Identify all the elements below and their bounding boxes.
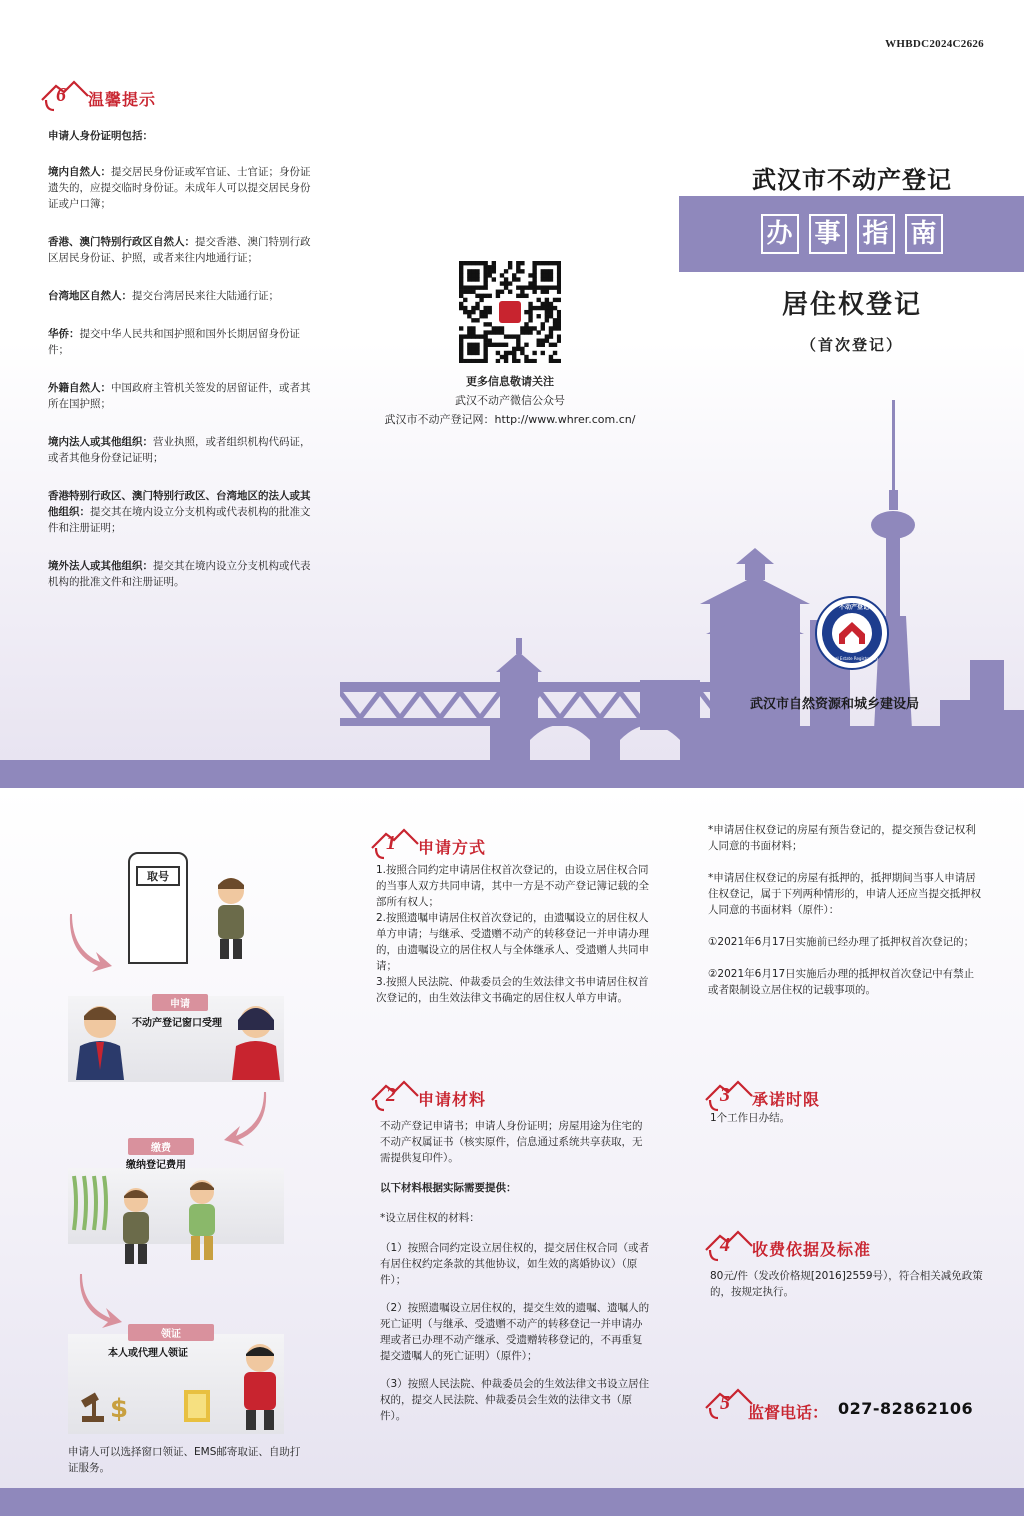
section-2-title: 申请材料 — [418, 1089, 487, 1109]
person-icon — [210, 875, 252, 961]
bureau-name: 武汉市自然资源和城乡建设局 — [750, 697, 920, 712]
guide-char: 南 — [905, 214, 943, 254]
s1-item: 2.按照遗嘱申请居住权首次登记的，由遗嘱设立的居住权人单方申请；与继承、受遗赠不动产的转移登记一并申请办理的，由遗嘱设立的居住权人与全体继承人、受遗赠人共同申请； — [376, 912, 649, 972]
section-2-header — [370, 1078, 486, 1112]
tip-item: 华侨：提交中华人民共和国护照和国外长期居留身份证件； — [48, 328, 300, 356]
gavel-icon — [78, 1390, 108, 1424]
guide-char: 事 — [809, 214, 847, 254]
s2-item: （3）按照人民法院、仲裁委员会的生效法律文书设立居住权的，提交人民法院、仲裁委员会生效的法律文书（原件）。 — [380, 1378, 650, 1422]
hotline-number: 027-82862106 — [838, 1399, 974, 1418]
guide-subtitle: （首次登记） — [800, 336, 903, 354]
org-title: 武汉市不动产登记 — [752, 166, 952, 194]
clerk-icon — [70, 1000, 130, 1080]
tip-item: 境外法人或其他组织：提交其在境内设立分支机构或代表机构的批准文件和注册证明。 — [48, 560, 311, 588]
registration-logo — [815, 596, 889, 670]
tip-item: 境内法人或其他组织：营业执照，或者组织机构代码证，或者其他身份登记证明； — [48, 436, 311, 464]
ticket-machine — [128, 852, 188, 964]
section-5-number: 5 — [720, 1392, 730, 1414]
section-2-body — [380, 1118, 652, 1440]
middle-fold-band — [0, 760, 1024, 788]
section-3-title: 承诺时限 — [752, 1089, 821, 1109]
s1b-item: *申请居住权登记的房屋有预告登记的，提交预告登记权利人同意的书面材料； — [708, 824, 976, 852]
tip-item: 外籍自然人：中国政府主管机关签发的居留证件，或者其所在国护照； — [48, 382, 311, 410]
arrow-down-icon — [76, 1270, 126, 1330]
certificate-icon — [180, 1386, 216, 1426]
s2-intro: 不动产登记申请书；申请人身份证明；房屋用途为住宅的不动产权属证书（核实原件，信息通过系统共享获取，无需提供复印件）。 — [380, 1120, 643, 1164]
guide-char: 办 — [761, 214, 799, 254]
arrow-down-icon — [66, 910, 116, 974]
step3-tag: 领证 — [128, 1324, 214, 1341]
house-icon — [40, 78, 120, 112]
section-6-title: 温馨提示 — [88, 89, 157, 109]
s1b-item: *申请居住权登记的房屋有抵押的，抵押期间当事人申请居住权登记，属于下列两种情形的，申请人还应当提交抵押权人同意的书面材料（原件）： — [708, 872, 981, 916]
qr-code — [459, 261, 561, 363]
s1b-item: ①2021年6月17日实施前已经办理了抵押权首次登记的； — [708, 936, 975, 948]
hotline-label: 监督电话： — [748, 1403, 829, 1422]
tips-body — [48, 128, 320, 606]
step3-caption: 本人或代理人领证 — [108, 1348, 188, 1359]
section-3-header — [704, 1078, 820, 1112]
cashier-icon — [180, 1178, 224, 1262]
s1-item: 3.按照人民法院、仲裁委员会的生效法律文书申请居住权首次登记的，由生效法律文书确定的居住权人单方申请。 — [376, 976, 649, 1004]
section-2-number: 2 — [386, 1084, 396, 1106]
section-3-text: 1个工作日办结。 — [710, 1112, 791, 1124]
section-1-title: 申请方式 — [418, 837, 487, 857]
flow-note: 申请人可以选择窗口领证、EMS邮寄取证、自助打证服务。 — [68, 1446, 301, 1474]
section-3-number: 3 — [720, 1084, 730, 1106]
money-icon: $ — [110, 1394, 129, 1424]
section-1-body — [376, 862, 652, 1006]
logo-bottom-text: Real Estate Registration — [830, 656, 878, 661]
step2-tag: 缴费 — [128, 1138, 194, 1155]
section-4-title: 收费依据及标准 — [752, 1239, 872, 1259]
applicant-icon — [226, 1000, 286, 1080]
bottom-band — [0, 1488, 1024, 1516]
house-icon — [370, 1078, 450, 1112]
tip-item: 境内自然人：提交居民身份证或军官证、士官证；身份证遗失的，应提交临时身份证。未成年人可以提交居民身份证或户口簿； — [48, 166, 311, 210]
s1b-item: ②2021年6月17日实施后办理的抵押权首次登记中有禁止或者限制设立居住权的记载事项的。 — [708, 968, 975, 996]
section-4-number: 4 — [720, 1234, 730, 1256]
step1-caption: 不动产登记窗口受理 — [132, 1018, 222, 1029]
follow-line-1: 更多信息敬请关注 — [466, 375, 554, 388]
person-icon — [114, 1186, 158, 1266]
section-1-number: 1 — [386, 832, 396, 854]
s2-item: （2）按照遗嘱设立居住权的，提交生效的遗嘱、遗嘱人的死亡证明（与继承、受遗赠不动产的转移登记一并申请办理或者已办理不动产继承、受遗赠转移登记的，不再重复提交遗嘱人的死亡证明）（原件）； — [380, 1302, 650, 1362]
step1-tag: 申请 — [152, 994, 208, 1011]
tip-item: 香港、澳门特别行政区自然人：提交香港、澳门特别行政区居民身份证、护照，或者来往内地通行证； — [48, 236, 311, 264]
guide-banner — [679, 196, 1024, 272]
plant-icon — [70, 1172, 110, 1232]
tip-item: 香港特别行政区、澳门特别行政区、台湾地区的法人或其他组织：提交其在境内设立分支机构或代表机构的批准文件和注册证明； — [48, 490, 311, 534]
logo-top-text: 不动产登记 — [838, 604, 869, 611]
arrow-down-icon — [220, 1088, 270, 1148]
section-4-text: 80元/件（发改价格规[2016]2559号），符合相关减免政策的，按规定执行。 — [710, 1270, 983, 1298]
guide-char: 指 — [857, 214, 895, 254]
s2-bold-line: 以下材料根据实际需要提供： — [380, 1182, 517, 1194]
receiver-icon — [236, 1342, 284, 1432]
tip-item: 台湾地区自然人：提交台湾居民来往大陆通行证； — [48, 290, 279, 302]
section-1-notes — [708, 822, 984, 1014]
s2-star-line: *设立居住权的材料： — [380, 1212, 480, 1224]
follow-line-2: 武汉不动产微信公众号 — [455, 394, 565, 407]
section-6-header — [40, 78, 156, 112]
section-4-header — [704, 1228, 871, 1262]
house-icon — [704, 1078, 784, 1112]
s1-item: 1.按照合同约定申请居住权首次登记的，由设立居住权合同的当事人双方共同申请，其中一方是不动产登记簿记载的全部所有权人； — [376, 864, 649, 908]
tips-intro: 申请人身份证明包括： — [48, 130, 153, 142]
house-icon — [704, 1228, 784, 1262]
ticket-machine-label: 取号 — [136, 866, 180, 886]
section-6-number: 6 — [56, 84, 66, 106]
document-code: WHBDC2024C2626 — [885, 38, 984, 50]
house-icon — [370, 826, 450, 860]
s2-item: （1）按照合同约定设立居住权的，提交居住权合同（或者有居住权约定条款的其他协议，如生效的离婚协议）（原件）； — [380, 1242, 650, 1286]
step2-caption: 缴纳登记费用 — [126, 1160, 186, 1171]
section-1-header — [370, 826, 486, 860]
city-skyline-illustration — [340, 390, 1024, 760]
follow-line-3: 武汉市不动产登记网：http://www.whrer.com.cn/ — [384, 413, 636, 426]
guide-title: 居住权登记 — [781, 290, 922, 320]
